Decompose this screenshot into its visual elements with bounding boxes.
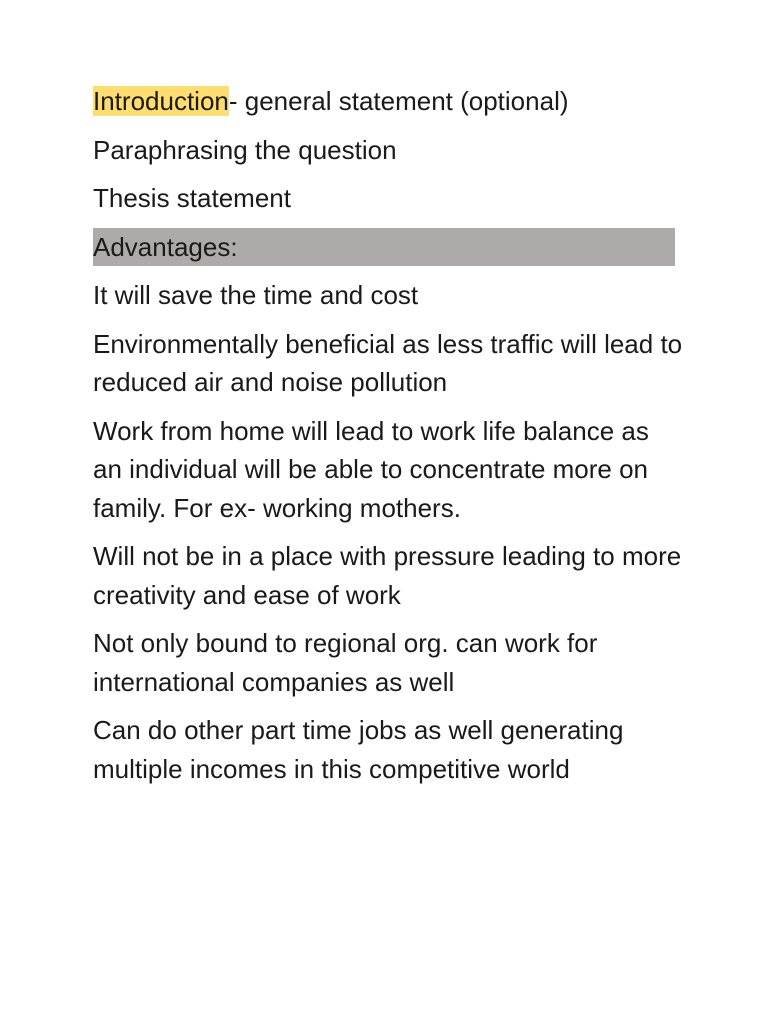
paraphrase-line: Paraphrasing the question bbox=[93, 134, 397, 165]
thesis-line: Thesis statement bbox=[93, 183, 291, 213]
advantage-item: Can do other part time jobs as well generating multiple incomes in this competitive world bbox=[93, 715, 624, 784]
advantages-heading bbox=[93, 228, 683, 267]
document-page bbox=[93, 82, 683, 798]
advantage-item: It will save the time and cost bbox=[93, 280, 419, 310]
advantage-item: Work from home will lead to work life balance as an individual will be able to concentrate more on family. For ex- working mothers. bbox=[93, 415, 649, 523]
intro-line bbox=[93, 82, 683, 121]
advantage-item: Environmentally beneficial as less traffic will lead to reduced air and noise pollution bbox=[93, 328, 683, 397]
advantages-heading-text: Advantages: bbox=[93, 228, 675, 267]
intro-highlighted-word: Introduction bbox=[93, 86, 229, 116]
advantage-item: Not only bound to regional org. can work for international companies as well bbox=[93, 628, 598, 697]
advantage-item: Will not be in a place with pressure leading to more creativity and ease of work bbox=[93, 541, 682, 610]
intro-rest: - general statement (optional) bbox=[228, 86, 569, 116]
